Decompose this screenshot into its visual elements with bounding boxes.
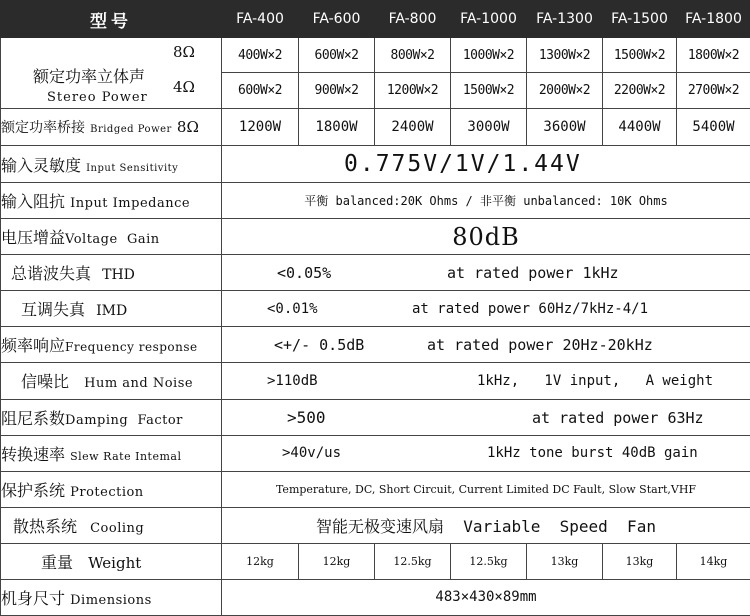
thd-value-text: <0.05% xyxy=(277,263,332,282)
weight-label xyxy=(1,543,222,579)
thd-row xyxy=(1,255,750,291)
protection-row xyxy=(1,471,750,507)
input-sensitivity-label-en: Input Sensitivity xyxy=(86,162,179,174)
stereo-8ohm-value: 1800W×2 xyxy=(677,38,750,73)
damping-value xyxy=(222,399,750,435)
slew-rate-label-en: Slew Rate Intemal xyxy=(70,449,182,463)
stereo-4ohm-value: 600W×2 xyxy=(222,73,299,109)
stereo-8ohm-value: 1000W×2 xyxy=(451,38,527,73)
voltage-gain-text: 80dB xyxy=(452,222,520,251)
weight-value: 13kg xyxy=(527,543,603,579)
thd-label-cn: 总谐波失真 xyxy=(11,264,92,284)
thd-label-en: THD xyxy=(102,267,135,284)
protection-label-en: Protection xyxy=(70,484,144,500)
stereo-8ohm-value: 800W×2 xyxy=(375,38,451,73)
frequency-response-value-text: <+/- 0.5dB xyxy=(274,335,365,354)
weight-value: 12kg xyxy=(299,543,375,579)
weight-value: 12.5kg xyxy=(375,543,451,579)
bridged-power-value: 1200W xyxy=(222,109,299,146)
input-sensitivity-row xyxy=(1,146,750,183)
input-sensitivity-label-cn: 输入灵敏度 xyxy=(1,155,82,175)
thd-condition: at rated power 1kHz xyxy=(447,263,619,282)
dimensions-label-cn: 机身尺寸 xyxy=(1,588,66,608)
bridged-power-label xyxy=(1,109,222,146)
input-sensitivity-value xyxy=(222,146,750,183)
stereo-4ohm-value: 1200W×2 xyxy=(375,73,451,109)
weight-value: 12.5kg xyxy=(451,543,527,579)
slew-rate-value xyxy=(222,435,750,471)
cooling-label xyxy=(1,507,222,543)
slew-rate-value-text: >40v/us xyxy=(282,445,342,462)
bridged-power-value: 1800W xyxy=(299,109,375,146)
frequency-response-condition: at rated power 20Hz-20kHz xyxy=(427,335,653,354)
slew-rate-label-cn: 转换速率 xyxy=(1,444,66,464)
weight-value: 12kg xyxy=(222,543,299,579)
snr-value-text: >110dB xyxy=(267,372,318,389)
weight-value: 14kg xyxy=(677,543,750,579)
damping-condition: at rated power 63Hz xyxy=(532,408,704,427)
stereo-4ohm-value: 2200W×2 xyxy=(603,73,677,109)
model-name: FA-1000 xyxy=(451,1,527,38)
bridged-power-row xyxy=(1,109,750,146)
weight-value: 13kg xyxy=(603,543,677,579)
bridged-power-value: 2400W xyxy=(375,109,451,146)
slew-rate-row xyxy=(1,435,750,471)
voltage-gain-label xyxy=(1,219,222,255)
stereo-4ohm-value: 900W×2 xyxy=(299,73,375,109)
bridged-power-value: 3600W xyxy=(527,109,603,146)
voltage-gain-row xyxy=(1,219,750,255)
bridged-power-value: 4400W xyxy=(603,109,677,146)
input-impedance-value: 平衡 balanced:20K Ohms / 非平衡 unbalanced: 10K Ohms xyxy=(222,183,750,219)
stereo-power-label-en: Stereo Power xyxy=(47,90,148,106)
input-impedance-label-cn: 输入阻抗 xyxy=(1,192,66,212)
snr-row xyxy=(1,363,750,399)
slew-rate-label xyxy=(1,435,222,471)
stereo-power-8ohm-row xyxy=(1,38,750,73)
model-name: FA-1800 xyxy=(677,1,750,38)
ohm-8-label: 8Ω xyxy=(173,43,195,62)
voltage-gain-value xyxy=(222,219,750,255)
thd-value xyxy=(222,255,750,291)
voltage-gain-label-en: Voltage Gain xyxy=(65,232,160,248)
model-name: FA-1300 xyxy=(527,1,603,38)
damping-label xyxy=(1,399,222,435)
stereo-8ohm-value: 600W×2 xyxy=(299,38,375,73)
model-name: FA-600 xyxy=(299,1,375,38)
model-name: FA-800 xyxy=(375,1,451,38)
input-impedance-row xyxy=(1,183,750,219)
model-name: FA-1500 xyxy=(603,1,677,38)
input-sensitivity-label xyxy=(1,146,222,183)
damping-value-text: >500 xyxy=(287,407,326,427)
snr-label-en: Hum and Noise xyxy=(84,376,194,392)
weight-label-cn: 重量 xyxy=(41,552,74,572)
damping-row xyxy=(1,399,750,435)
frequency-response-label-cn: 频率响应 xyxy=(1,336,66,356)
stereo-power-label-cn: 额定功率立体声 xyxy=(33,67,146,87)
cooling-label-cn: 散热系统 xyxy=(13,516,78,536)
weight-label-en: Weight xyxy=(88,553,142,572)
dimensions-label-en: Dimensions xyxy=(70,592,152,608)
dimensions-label xyxy=(1,579,222,615)
imd-value-text: <0.01% xyxy=(267,300,318,317)
imd-label-cn: 互调失真 xyxy=(21,300,86,320)
imd-label xyxy=(1,291,222,327)
frequency-response-label xyxy=(1,327,222,363)
imd-condition: at rated power 60Hz/7kHz-4/1 xyxy=(412,300,649,317)
stereo-power-label xyxy=(1,38,222,109)
stereo-8ohm-value: 400W×2 xyxy=(222,38,299,73)
input-impedance-label-en: Input Impedance xyxy=(70,196,191,212)
snr-condition: 1kHz, 1V input, A weight xyxy=(477,372,714,389)
voltage-gain-label-cn: 电压增益 xyxy=(1,228,66,248)
cooling-value: 智能无极变速风扇 Variable Speed Fan xyxy=(222,507,750,543)
thd-label xyxy=(1,255,222,291)
frequency-response-row xyxy=(1,327,750,363)
cooling-label-en: Cooling xyxy=(90,520,145,536)
bridged-ohm-label: 8Ω xyxy=(176,118,199,137)
cooling-row xyxy=(1,507,750,543)
protection-label-cn: 保护系统 xyxy=(1,480,66,500)
snr-label-cn: 信噪比 xyxy=(21,372,70,392)
input-sensitivity-text: 0.775V/1V/1.44V xyxy=(344,151,582,178)
damping-label-cn: 阻尼系数 xyxy=(1,408,66,428)
imd-value xyxy=(222,291,750,327)
dimensions-value: 483×430×89mm xyxy=(222,579,750,615)
snr-label xyxy=(1,363,222,399)
dimensions-row xyxy=(1,579,750,615)
stereo-4ohm-value: 2700W×2 xyxy=(677,73,750,109)
bridged-power-label-en: Bridged Power xyxy=(90,124,172,136)
frequency-response-value xyxy=(222,327,750,363)
stereo-8ohm-value: 1300W×2 xyxy=(527,38,603,73)
bridged-power-value: 5400W xyxy=(677,109,750,146)
snr-value xyxy=(222,363,750,399)
ohm-4-label: 4Ω xyxy=(173,78,195,97)
model-name: FA-400 xyxy=(222,1,299,38)
damping-label-en: Damping Factor xyxy=(65,412,183,428)
stereo-8ohm-value: 1500W×2 xyxy=(603,38,677,73)
weight-row xyxy=(1,543,750,579)
input-impedance-label xyxy=(1,183,222,219)
bridged-power-value: 3000W xyxy=(451,109,527,146)
protection-value: Temperature, DC, Short Circuit, Current Limited DC Fault, Slow Start,VHF xyxy=(222,471,750,507)
stereo-4ohm-value: 2000W×2 xyxy=(527,73,603,109)
bridged-power-label-cn: 额定功率桥接 xyxy=(1,120,85,137)
imd-label-en: IMD xyxy=(96,303,128,320)
model-label: 型号 xyxy=(1,1,222,38)
frequency-response-label-en: Frequency response xyxy=(65,340,198,355)
protection-label xyxy=(1,471,222,507)
slew-rate-condition: 1kHz tone burst 40dB gain xyxy=(487,445,698,462)
imd-row xyxy=(1,291,750,327)
stereo-4ohm-value: 1500W×2 xyxy=(451,73,527,109)
header-row xyxy=(1,1,750,38)
